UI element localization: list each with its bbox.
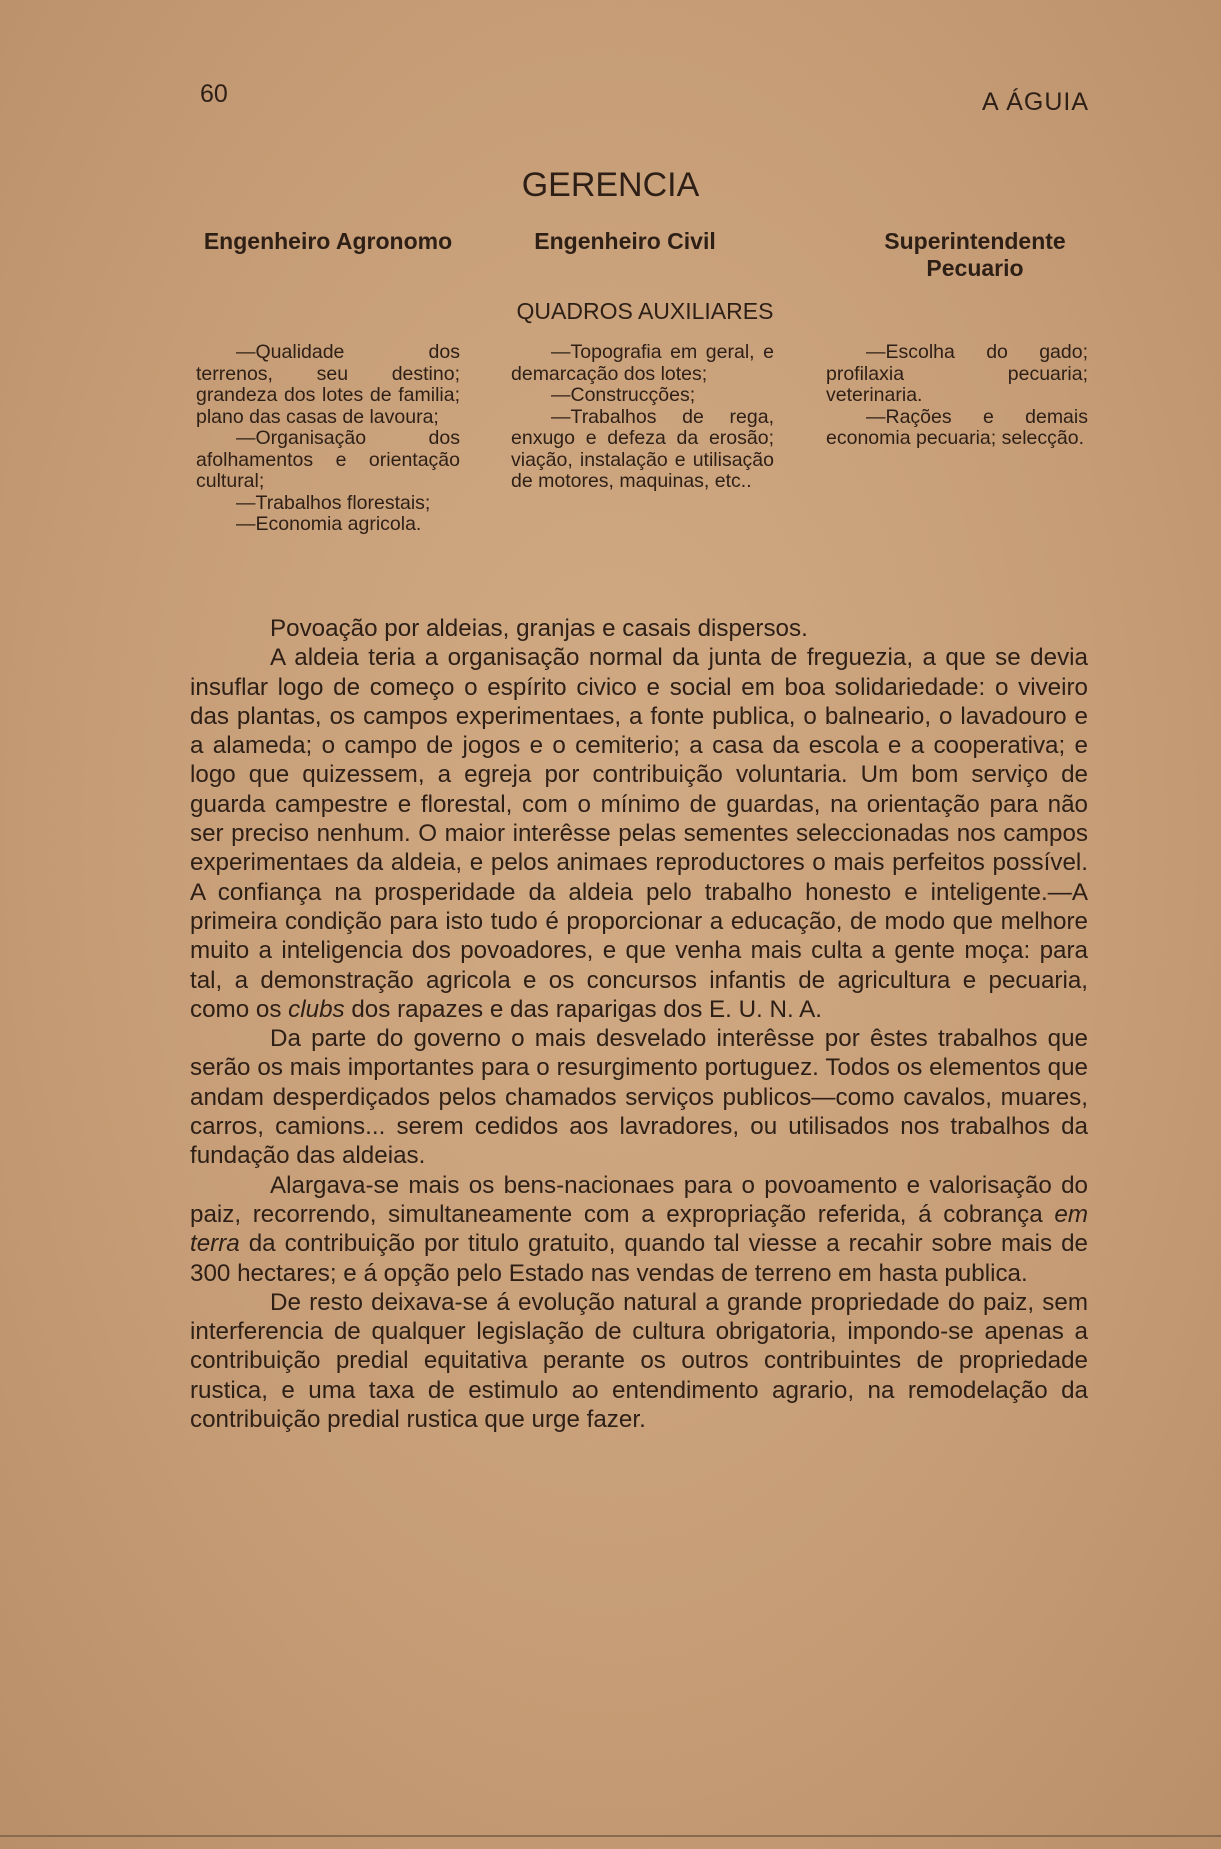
column-heading-agronomo: Engenheiro Agronomo	[203, 228, 453, 254]
column-item: —Topografia em geral, e demarcação dos lotes;	[511, 341, 774, 385]
page-number: 60	[200, 80, 228, 108]
page-title: GERENCIA	[521, 166, 700, 204]
column-pecuario	[826, 342, 1088, 450]
body-text-span: dos rapazes e das raparigas dos E. U. N. A.	[351, 995, 822, 1023]
body-text-span: Alargava-se mais os bens-nacionaes para o povoamento e valorisação do paiz, recorrendo, simultaneamente com a expropriação referida, á cobrança	[190, 1171, 1088, 1228]
column-item: —Trabalhos de rega, enxugo e defeza da erosão; viação, instalação e utilisação de motores, maquinas, etc..	[511, 405, 774, 492]
sub-heading: QUADROS AUXILIARES	[516, 298, 774, 324]
column-item: —Organisação dos afolhamentos e orientação cultural;	[196, 427, 460, 492]
body-paragraph: Da parte do governo o mais desvelado interêsse por êstes trabalhos que serão os mais importantes para o resurgimento portuguez. Todos os elementos que andam desperdiçados pelos chamados serviços publicos—como cavalos, muares, carros, camions... serem cedidos aos lavradores, ou utilisados nos trabalhos da fundação das aldeias.	[190, 1025, 1088, 1170]
column-item: —Construcções;	[551, 384, 696, 406]
bottom-rule	[0, 1835, 1221, 1837]
body-text-span: A aldeia teria a organisação normal da junta de freguezia, a que se devia insuflar logo de começo o espírito civico e social em boa solidariedade: o viveiro das plantas, os campos experimentaes, a fonte publica, o balneario, o lavadouro e a alameda; o campo de jogos e o cemiterio; a casa da escola e a cooperativa; e logo que quizessem, a egreja por contribuição voluntaria. Um bom serviço de guarda campestre e florestal, com o mínimo de guardas, na orientação para não ser preciso nenhum. O maior interêsse pelas sementes seleccionadas nos campos experimentaes da aldeia, e pelos animaes reproductores o mais perfeitos possível. A confiança na prosperidade da aldeia pelo trabalho honesto e inteligente.—A primeira condição para isto tudo é proporcionar a educação, de modo que melhore muito a inteligencia dos povoadores, e que venha mais culta a gente moça: para tal, a demonstração agricola e os concursos infantis de agricultura e pecuaria, como os	[190, 644, 1088, 1023]
column-agronomo	[196, 342, 460, 536]
column-civil	[511, 342, 774, 493]
body-paragraph: Povoação por aldeias, granjas e casais dispersos.	[270, 615, 808, 642]
column-item: —Escolha do gado; profilaxia pecuaria; veterinaria.	[826, 341, 1088, 406]
body-paragraph: De resto deixava-se á evolução natural a grande propriedade do paiz, sem interferencia de qualquer legislação de cultura obrigatoria, impondo-se apenas a contribuição predial equitativa perante os outros contribuintes de propriedade rustica, e uma taxa de estimulo ao entendimento agrario, na remodelação da contribuição predial rustica que urge fazer.	[190, 1288, 1088, 1434]
body-paragraph	[190, 1171, 1088, 1288]
column-item: —Trabalhos florestais;	[236, 491, 431, 514]
column-heading-pecuario-line2: Pecuario	[926, 255, 1024, 281]
body-text-span: da contribuição por titulo gratuito, quando tal viesse a recahir sobre mais de 300 hectares; e á opção pelo Estado nas vendas de terreno em hasta publica.	[190, 1230, 1088, 1287]
column-item: —Economia agricola.	[236, 513, 422, 535]
body-italic: em terra	[190, 1200, 1088, 1258]
body-text	[190, 614, 1088, 1434]
body-italic: clubs	[288, 995, 345, 1023]
running-head: A ÁGUIA	[981, 88, 1089, 116]
column-heading-civil: Engenheiro Civil	[534, 228, 716, 254]
column-heading-pecuario	[840, 228, 1110, 282]
column-item: —Rações e demais economia pecuaria; selecção.	[826, 405, 1088, 449]
column-item: —Qualidade dos terrenos, seu destino; grandeza dos lotes de familia; plano das casas de lavoura;	[196, 341, 460, 428]
column-heading-pecuario-line1: Superintendente	[884, 228, 1066, 254]
body-paragraph	[190, 643, 1088, 1024]
